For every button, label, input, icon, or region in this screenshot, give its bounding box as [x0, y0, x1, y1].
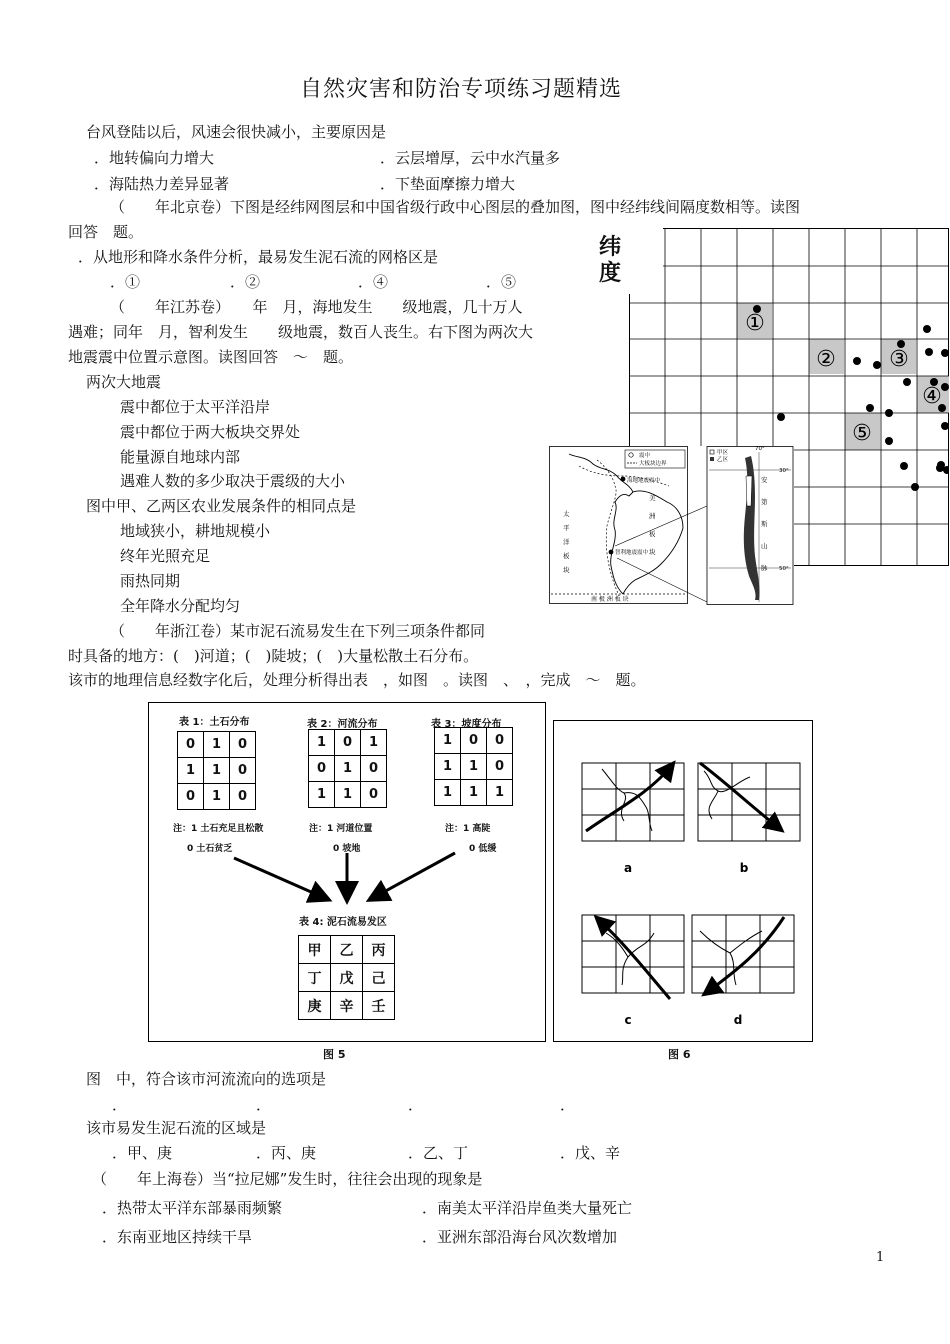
- q3-stem: 两次大地震: [86, 373, 162, 391]
- q6-option-a: ．: [112, 1096, 128, 1114]
- map-lat-50: 50°: [779, 566, 789, 572]
- table4-debris-flow-zones: 甲 乙 丙 丁 戊 己 庚 辛 壬: [298, 935, 395, 1020]
- q4-option-d: 全年降水分配均匀: [120, 597, 241, 615]
- table4-caption: 表 4: 泥石流易发区: [299, 917, 387, 928]
- q8-stem: （ 年上海卷）当“拉尼娜”发生时，往往会出现的现象是: [92, 1170, 483, 1188]
- q7-option-c: ．乙、丁: [408, 1144, 469, 1162]
- arrow-from-table3: [371, 853, 455, 899]
- arrow-from-table1: [234, 858, 327, 899]
- q2-option-d: ．⑤: [486, 273, 517, 291]
- figure-6: [553, 720, 813, 1042]
- q2-option-b: ．②: [230, 273, 261, 291]
- map-andes-label: 斯: [761, 520, 768, 528]
- map-legend-jia: 甲区: [717, 450, 729, 456]
- provincial-capital-dot: [941, 383, 949, 391]
- map-american-plate-label: 美: [649, 494, 656, 502]
- figure-5: [148, 702, 546, 1042]
- q1-option-c: ．海陆热力差异显著: [94, 175, 230, 193]
- q3-option-c: 能量源自地球内部: [120, 448, 241, 466]
- map-andes-label: 山: [761, 542, 768, 550]
- q6-option-b: ．: [256, 1096, 272, 1114]
- map-chile-label: 智利地震震中: [615, 550, 649, 556]
- q4-stem: 图中甲、乙两区农业发展条件的相同点是: [86, 497, 357, 515]
- table1-note2: 0 土石贫乏: [187, 844, 233, 854]
- q5-intro-line1: （ 年浙江卷）某市泥石流易发生在下列三项条件都同: [110, 622, 486, 640]
- table3-note2: 0 低缓: [469, 844, 497, 854]
- fig6-svg: [554, 721, 812, 1041]
- provincial-capital-dot: [903, 378, 911, 386]
- map-pacific-plate-label: 洋: [563, 538, 570, 546]
- map-lon-70: 70°: [755, 446, 765, 452]
- q3-option-d: 遇难人数的多少取决于震级的大小: [120, 472, 346, 490]
- grid-label-1: ①: [745, 311, 765, 336]
- q1-stem: 台风登陆以后，风速会很快减小，主要原因是: [86, 123, 387, 141]
- q8-option-d: ．亚洲东部沿海台风次数增加: [422, 1228, 618, 1246]
- fig6-label-b: b: [739, 861, 749, 875]
- q3-intro-line2: 遇难；同年 月，智利发生 级地震，数百人丧生。右下图为两次大: [68, 323, 534, 341]
- earthquake-map-figure: [549, 446, 794, 606]
- fig6-c-arrow: [598, 919, 670, 999]
- q6-option-c: ．: [408, 1096, 424, 1114]
- map-legend-boundary: 大板块边界: [639, 461, 667, 467]
- q2-stem: ．从地形和降水条件分析，最易发生泥石流的网格区是: [78, 248, 439, 266]
- map-andes-label: 脉: [761, 564, 768, 572]
- fig6-b-arrow: [700, 763, 780, 829]
- grid-axis-label-2: 度: [599, 261, 622, 286]
- fig6-label-c: c: [624, 1013, 632, 1027]
- table2-caption: 表 2：河流分布: [307, 719, 378, 730]
- q2-intro-line2: 回答 题。: [68, 223, 144, 241]
- map-legend-epicenter: 震中: [639, 453, 651, 459]
- map-antarctic-label: 南 极 洲 板 块: [591, 596, 629, 603]
- map-pacific-plate-label: 太: [563, 510, 570, 518]
- q3-option-a: 震中都位于太平洋沿岸: [120, 398, 271, 416]
- provincial-capital-dot: [923, 325, 931, 333]
- q2-intro-line1: （ 年北京卷）下图是经纬网图层和中国省级行政中心图层的叠加图，图中经纬线间隔度数相等。读图: [110, 198, 801, 216]
- q6-stem: 图 中，符合该市河流流向的选项是: [86, 1070, 327, 1088]
- provincial-capital-dot: [853, 357, 861, 365]
- q1-option-b: ．云层增厚，云中水汽量多: [380, 149, 561, 167]
- q4-option-b: 终年光照充足: [120, 547, 211, 565]
- table2-note1: 注：1 河道位置: [309, 824, 373, 834]
- provincial-capital-dot: [866, 404, 874, 412]
- q8-option-b: ．南美太平洋沿岸鱼类大量死亡: [422, 1199, 633, 1217]
- q5-intro-line3: 该市的地理信息经数字化后，处理分析得出表 ，如图 。读图 、 ，完成 ～ 题。: [68, 671, 646, 689]
- table1-note1: 注：1 土石充足且松散: [173, 824, 264, 834]
- q6-option-d: ．: [560, 1096, 576, 1114]
- provincial-capital-dot: [885, 437, 893, 445]
- figure-6-label: 图 6: [668, 1048, 691, 1061]
- q4-option-c: 雨热同期: [120, 572, 181, 590]
- q5-intro-line2: 时具备的地方：( )河道；( )陡坡；( )大量松散土石分布。: [68, 647, 479, 665]
- grid-label-2: ②: [816, 347, 836, 372]
- map-svg: [549, 446, 794, 606]
- figure-5-label: 图 5: [323, 1048, 346, 1061]
- map-american-plate-label: 块: [649, 548, 656, 556]
- q7-option-d: ．戊、辛: [560, 1144, 621, 1162]
- q3-option-b: 震中都位于两大板块交界处: [120, 423, 301, 441]
- provincial-capital-dot: [941, 349, 949, 357]
- provincial-capital-dot: [777, 413, 785, 421]
- map-andes-label: 安: [761, 476, 768, 484]
- provincial-capital-dot: [900, 462, 908, 470]
- grid-label-5: ⑤: [852, 421, 872, 446]
- q7-option-a: ．甲、庚: [112, 1144, 173, 1162]
- q4-option-a: 地域狭小，耕地规模小: [120, 522, 271, 540]
- table3-note1: 注：1 高陡: [445, 824, 491, 834]
- q3-intro-line1: （ 年江苏卷） 年 月，海地发生 级地震，几十万人: [110, 298, 523, 316]
- map-legend-yi: 乙区: [717, 457, 729, 463]
- q2-option-a: ．①: [110, 273, 141, 291]
- map-lat-30: 30°: [779, 468, 789, 474]
- q7-stem: 该市易发生泥石流的区域是: [86, 1119, 267, 1137]
- fig6-grid-frame: [582, 763, 684, 841]
- grid-axis-label-1: 纬: [599, 235, 622, 260]
- provincial-capital-dot: [911, 483, 919, 491]
- table2-note2: 0 坡地: [333, 844, 361, 854]
- q1-option-a: ．地转偏向力增大: [94, 149, 215, 167]
- fig6-label-a: a: [623, 861, 633, 875]
- page-number: 1: [876, 1250, 885, 1265]
- map-pacific-plate-label: 板: [563, 552, 570, 560]
- page-title: 自然灾害和防治专项练习题精选: [300, 77, 623, 102]
- map-american-plate-label: 洲: [649, 512, 656, 520]
- table1-caption: 表 1：土石分布: [179, 717, 250, 728]
- map-american-plate-label: 板: [649, 530, 656, 538]
- q2-option-c: ．④: [358, 273, 389, 291]
- fig6-label-d: d: [733, 1013, 743, 1027]
- map-andes-label: 第: [761, 498, 768, 506]
- fig6-a-arrow: [586, 765, 672, 831]
- q8-option-a: ．热带太平洋东部暴雨频繁: [102, 1199, 283, 1217]
- grid-label-3: ③: [889, 347, 909, 372]
- provincial-capital-dot: [936, 464, 944, 472]
- table1-soil: 0 1 0 1 1 0 0 1 0: [177, 731, 256, 810]
- map-haiti-label: 海地地震震中: [627, 478, 661, 484]
- q1-option-d: ．下垫面摩擦力增大: [380, 175, 516, 193]
- table3-caption: 表 3：坡度分布: [431, 719, 502, 730]
- table2-river: 1 0 1 0 1 0 1 1 0: [308, 729, 387, 808]
- q7-option-b: ．丙、庚: [256, 1144, 317, 1162]
- provincial-capital-dot: [925, 348, 933, 356]
- map-pacific-plate-label: 块: [563, 566, 570, 574]
- provincial-capital-dot: [885, 409, 893, 417]
- table3-slope: 1 0 0 1 1 0 1 1 1: [434, 727, 513, 806]
- provincial-capital-dot: [873, 361, 881, 369]
- q3-intro-line3: 地震震中位置示意图。读图回答 ～ 题。: [68, 348, 354, 366]
- provincial-capital-dot: [941, 422, 949, 430]
- q8-option-c: ．东南亚地区持续干旱: [102, 1228, 253, 1246]
- fig6-d-arrow: [706, 917, 784, 993]
- map-pacific-plate-label: 平: [563, 524, 570, 532]
- grid-label-4: ④: [922, 384, 942, 409]
